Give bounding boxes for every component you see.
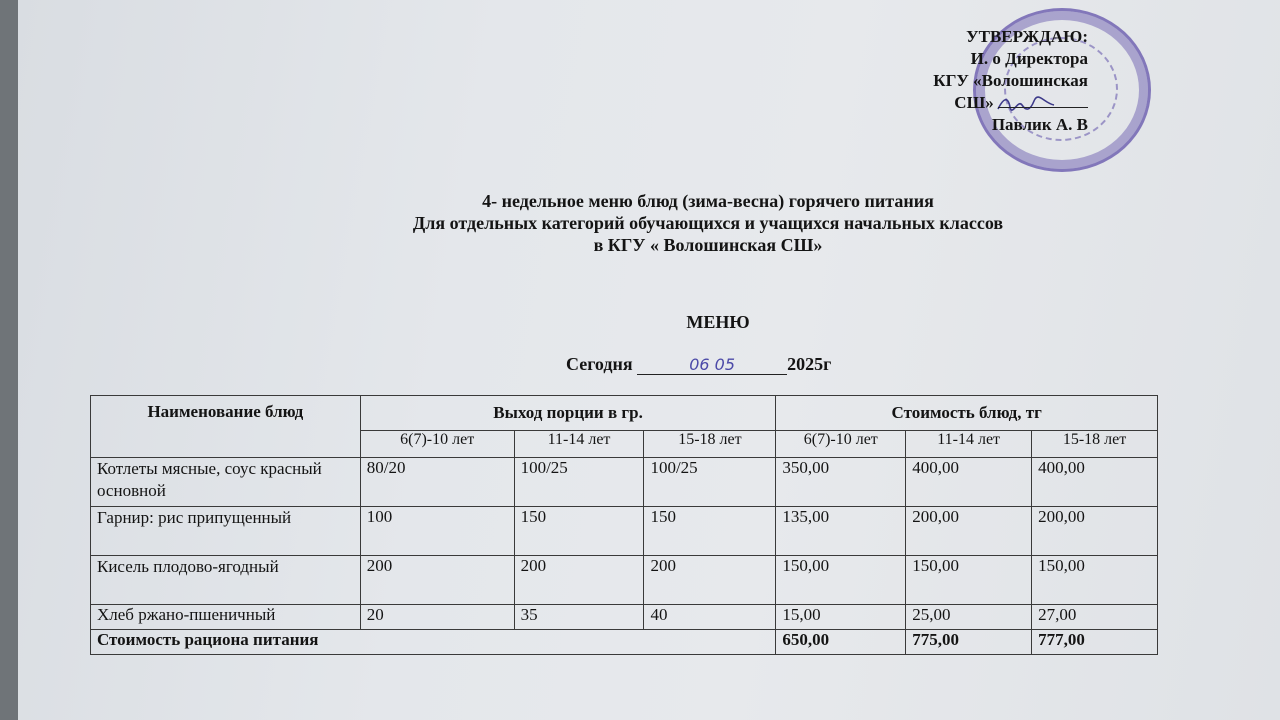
cost-age-group: 15-18 лет: [1032, 431, 1158, 458]
cost-cell: 200,00: [906, 507, 1032, 556]
cost-cell: 400,00: [906, 458, 1032, 507]
portion-cell: 100: [360, 507, 514, 556]
table-total-row: [91, 630, 1158, 655]
portion-age-group: 11-14 лет: [514, 431, 644, 458]
cost-cell: 27,00: [1032, 605, 1158, 630]
dish-name: Кисель плодово-ягодный: [91, 556, 361, 605]
document-title: [18, 190, 1280, 256]
menu-heading: МЕНЮ: [686, 312, 750, 332]
approval-organization-end: СШ»: [838, 92, 1088, 114]
table-row: [91, 605, 1158, 630]
table-row: [91, 507, 1158, 556]
cost-cell: 150,00: [1032, 556, 1158, 605]
handwritten-date: 06 05: [637, 356, 787, 375]
header-dish-name: Наименование блюд: [91, 396, 361, 458]
title-line-2: Для отдельных категорий обучающихся и учащихся начальных классов: [412, 213, 1004, 233]
title-line-1: 4- недельное меню блюд (зима-весна) горячего питания: [482, 191, 934, 211]
portion-cell: 80/20: [360, 458, 514, 507]
portion-cell: 200: [644, 556, 776, 605]
total-cost-cell: 650,00: [776, 630, 906, 655]
table-row: [91, 556, 1158, 605]
year-label: 2025г: [787, 354, 832, 374]
portion-cell: 200: [514, 556, 644, 605]
dish-name: Хлеб ржано-пшеничный: [91, 605, 361, 630]
portion-cell: 40: [644, 605, 776, 630]
header-cost: Стоимость блюд, тг: [776, 396, 1158, 431]
portion-age-group: 6(7)-10 лет: [360, 431, 514, 458]
cost-age-group: 11-14 лет: [906, 431, 1032, 458]
today-date-line: [566, 354, 831, 375]
portion-age-group: 15-18 лет: [644, 431, 776, 458]
portion-cell: 35: [514, 605, 644, 630]
cost-cell: 135,00: [776, 507, 906, 556]
cost-cell: 400,00: [1032, 458, 1158, 507]
table-header-row: [91, 396, 1158, 431]
portion-cell: 20: [360, 605, 514, 630]
total-label: Стоимость рациона питания: [91, 630, 776, 655]
approval-organization: КГУ «Волошинская: [933, 71, 1088, 90]
cost-cell: 200,00: [1032, 507, 1158, 556]
portion-cell: 200: [360, 556, 514, 605]
approval-position: И. о Директора: [970, 49, 1088, 68]
dish-name: Гарнир: рис припущенный: [91, 507, 361, 556]
approval-signatory: Павлик А. В: [991, 115, 1088, 134]
cost-cell: 150,00: [776, 556, 906, 605]
menu-table: [90, 395, 1158, 655]
portion-cell: 150: [644, 507, 776, 556]
cost-cell: 15,00: [776, 605, 906, 630]
approval-heading: УТВЕРЖДАЮ:: [966, 27, 1088, 46]
cost-cell: 150,00: [906, 556, 1032, 605]
cost-cell: 25,00: [906, 605, 1032, 630]
dish-name: Котлеты мясные, соус красный основной: [91, 458, 361, 507]
cost-age-group: 6(7)-10 лет: [776, 431, 906, 458]
cost-cell: 350,00: [776, 458, 906, 507]
portion-cell: 100/25: [514, 458, 644, 507]
signature-line: [998, 107, 1088, 108]
table-row: [91, 458, 1158, 507]
today-label: Сегодня: [566, 354, 633, 374]
total-cost-cell: 777,00: [1032, 630, 1158, 655]
title-line-3: в КГУ « Волошинская СШ»: [593, 235, 823, 255]
approval-block: [838, 26, 1088, 136]
total-cost-cell: 775,00: [906, 630, 1032, 655]
header-portion: Выход порции в гр.: [360, 396, 776, 431]
portion-cell: 100/25: [644, 458, 776, 507]
portion-cell: 150: [514, 507, 644, 556]
document-page: [18, 0, 1280, 720]
